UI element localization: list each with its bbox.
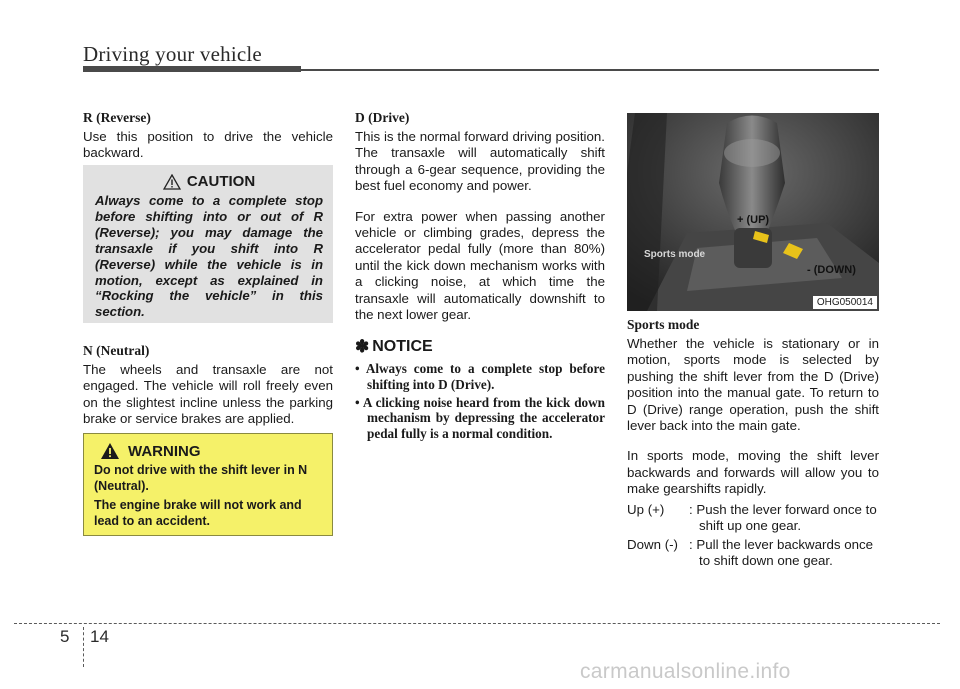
header-rule-thin — [301, 69, 879, 71]
caution-title: CAUTION — [186, 173, 256, 190]
figure-code: OHG050014 — [813, 296, 877, 309]
label-down: - (DOWN) — [807, 264, 856, 276]
warning-line-1: Do not drive with the shift lever in N (Neutral). — [94, 463, 308, 493]
notice-list — [355, 361, 605, 441]
sports-heading: Sports mode — [627, 317, 700, 332]
chapter-number: 5 — [60, 627, 70, 646]
drive-para-1: This is the normal forward driving position. The transaxle will automatically shift through a 6-gear sequence, providing the best fuel economy and power. — [355, 129, 605, 194]
sports-para-2: In sports mode, moving the shift lever backwards and forwards will allow you to make gearshifts rapidly. — [627, 448, 879, 497]
label-up: + (UP) — [737, 214, 770, 226]
notice-item: • Always come to a complete stop before shifting into D (Drive). — [355, 361, 605, 393]
header-rule-thick — [83, 66, 301, 72]
reverse-text: Use this position to drive the vehicle backward. — [83, 129, 333, 161]
caution-text: Always come to a complete stop before shifting into or out of R (Reverse); you may damage the transaxle if you shift into R (Reverse) while the vehicle is in motion, except as explained in “Rocking the vehicle” in this section. — [95, 193, 323, 320]
neutral-section — [83, 343, 333, 442]
column-right — [627, 317, 879, 569]
watermark: carmanualsonline.info — [580, 660, 791, 683]
sports-para-1: Whether the vehicle is stationary or in motion, sports mode is selected by pushing the shift lever from the D (Drive) position into the manual gate. To return to D (Drive) range operation, push the shift lever back into the main gate. — [627, 336, 879, 434]
up-key: Up (+) — [627, 501, 665, 517]
caution-triangle-icon — [163, 174, 181, 190]
drive-heading: D (Drive) — [355, 110, 410, 125]
label-sports-mode: Sports mode — [644, 249, 706, 260]
warning-triangle-icon — [100, 442, 120, 460]
neutral-heading: N (Neutral) — [83, 343, 150, 358]
warning-header — [100, 442, 322, 460]
footer-divider — [83, 627, 84, 667]
page-title: Driving your vehicle — [83, 42, 262, 66]
shift-lever-illustration — [627, 113, 879, 311]
notice-title: NOTICE — [372, 338, 433, 356]
footer-rule — [14, 623, 940, 624]
down-key: Down (-) — [627, 536, 678, 552]
down-row — [627, 537, 879, 569]
drive-para-2: For extra power when passing another vehicle or climbing grades, depress the accelerator pedal fully (more than 80%) until the kick down mechanism works with a clicking noise, at which time the transaxle will automatically downshift to the next lower gear. — [355, 208, 605, 323]
caution-header — [95, 173, 323, 190]
notice-header — [355, 337, 605, 357]
reverse-heading: R (Reverse) — [83, 110, 151, 125]
notice-asterisk-icon: ✽ — [355, 337, 370, 357]
column-middle — [355, 110, 605, 443]
caution-box — [83, 165, 333, 323]
down-value: : Pull the lever backwards once to shift down one gear. — [689, 536, 874, 568]
warning-box — [83, 433, 333, 536]
neutral-text: The wheels and transaxle are not engaged. The vehicle will roll freely even on the slightest incline unless the parking brake or service brakes are applied. — [83, 362, 333, 427]
up-row — [627, 502, 879, 534]
warning-line-2: The engine brake will not work and lead to an accident. — [94, 498, 302, 528]
warning-title: WARNING — [128, 442, 201, 460]
notice-item: • A clicking noise heard from the kick down mechanism by depressing the accelerator pedal fully is a normal condition. — [355, 394, 605, 441]
page-number: 14 — [90, 627, 109, 646]
up-value: : Push the lever forward once to shift up one gear. — [689, 501, 877, 533]
shift-lever-photo — [627, 113, 879, 311]
